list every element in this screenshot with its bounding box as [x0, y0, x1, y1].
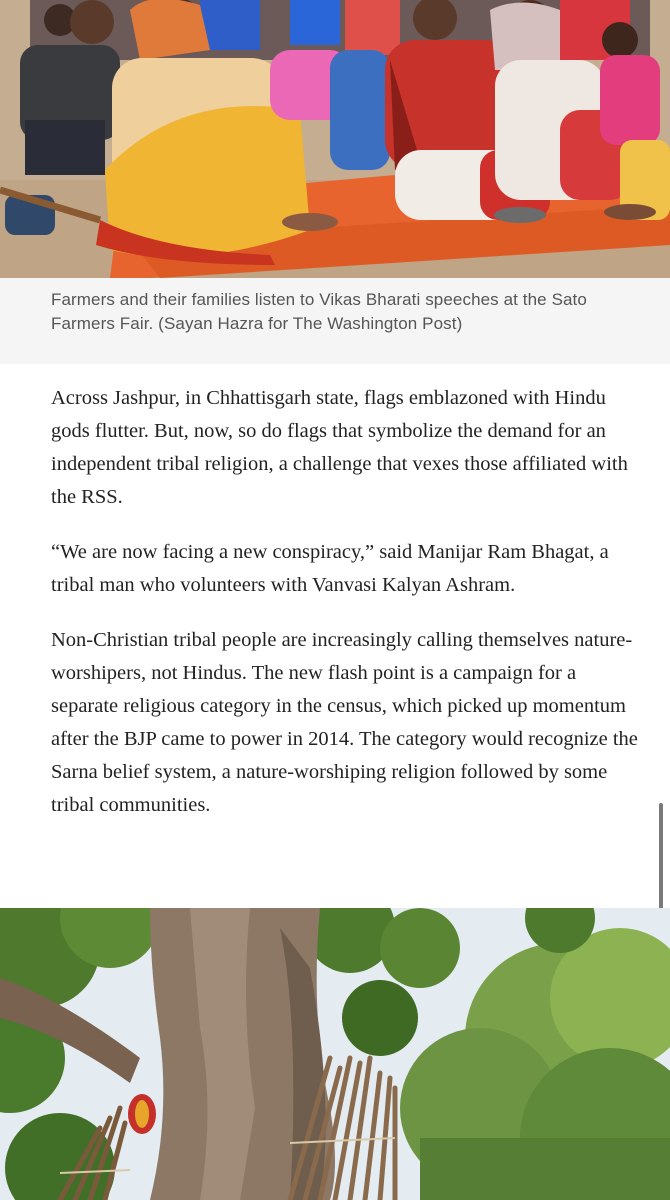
article-paragraph: Across Jashpur, in Chhattisgarh state, flags emblazoned with Hindu gods flutter. But, now, so do flags that symbolize the demand for an independent tribal religion, a challenge that vexes those affiliated with the RSS.	[51, 387, 628, 508]
article-paragraph: Non-Christian tribal people are increasingly calling themselves nature-worshipers, not Hindus. The new flash point is a campaign for a separate religious category in the census, which picked up momentum after the BJP came to power in 2014. The category would recognize the Sarna belief system, a nature-worshiping religion followed by some tribal communities.	[51, 629, 638, 816]
article-paragraph: “We are now facing a new conspiracy,” said Manijar Ram Bhagat, a tribal man who volunteers with Vanvasi Kalyan Ashram.	[51, 541, 609, 596]
scrollbar-thumb[interactable]	[659, 803, 663, 913]
tree-shrine-photo-art	[0, 908, 670, 1200]
photo-caption: Farmers and their families listen to Vikas Bharati speeches at the Sato Farmers Fair. (Sayan Hazra for The Washington Post)	[51, 290, 587, 333]
tree-shrine-photo	[0, 908, 670, 1200]
farmers-fair-photo-art	[0, 0, 670, 278]
farmers-fair-photo	[0, 0, 670, 278]
article-body	[51, 382, 641, 844]
